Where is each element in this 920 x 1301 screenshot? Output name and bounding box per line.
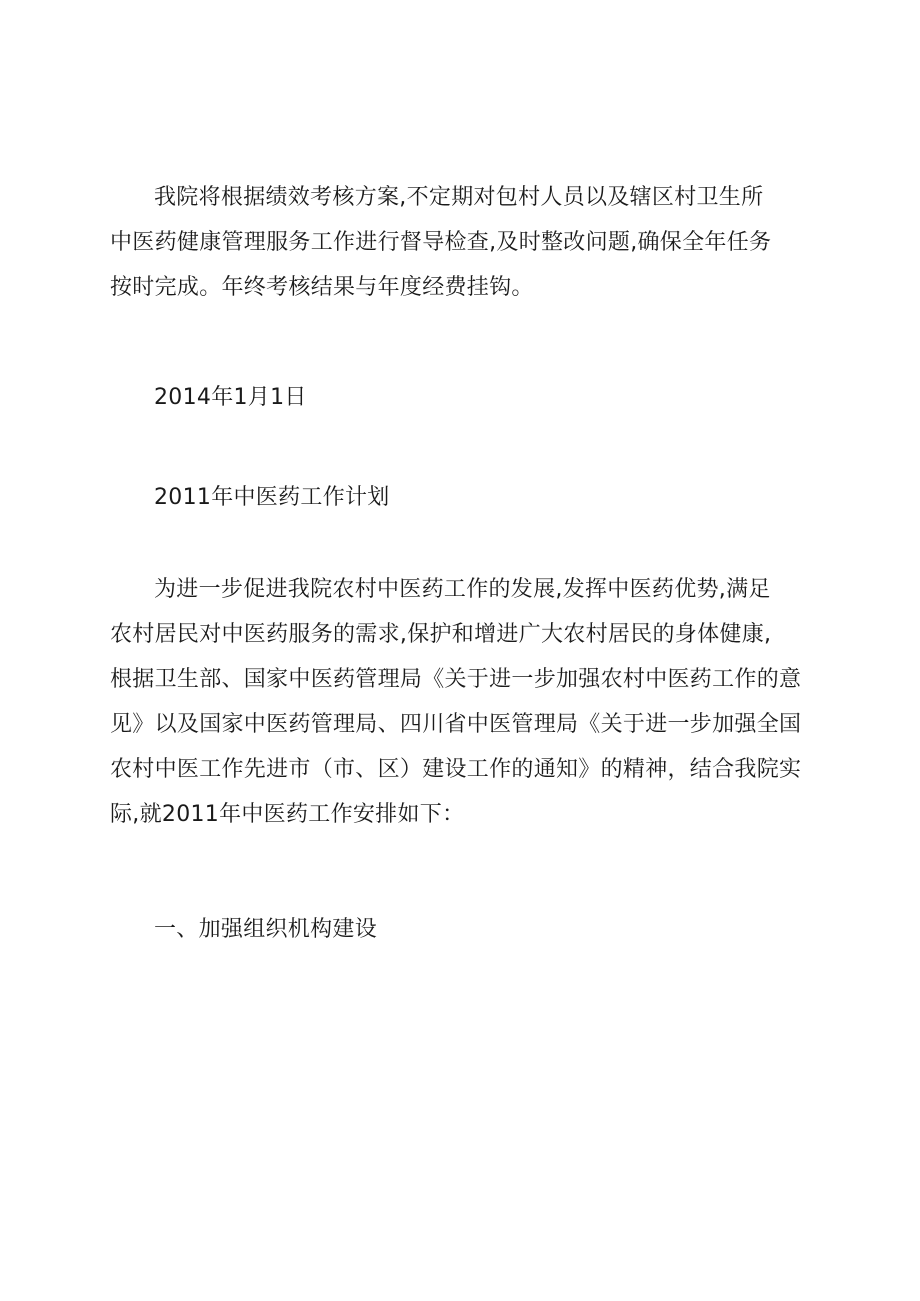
- paragraph-line: 中医药健康管理服务工作进行督导检查,及时整改问题,确保全年任务: [110, 230, 772, 255]
- paragraph-line: 际,就2011年中医药工作安排如下：: [110, 802, 465, 827]
- paragraph-line: 农村居民对中医药服务的需求,保护和增进广大农村居民的身体健康,: [110, 622, 772, 647]
- paragraph-assessment: [110, 175, 830, 310]
- section-heading-text: 一、加强组织机构建设: [154, 917, 378, 942]
- plan-title: [110, 475, 830, 520]
- section-heading: [110, 907, 830, 952]
- paragraph-line: 见》以及国家中医药管理局、四川省中医管理局《关于进一步加强全国: [110, 712, 802, 737]
- paragraph-line: 农村中医工作先进市（市、区）建设工作的通知》的精神，结合我院实: [110, 757, 802, 782]
- document-date: [110, 375, 830, 420]
- date-text: 2014年1月1日: [154, 385, 307, 410]
- paragraph-line: 根据卫生部、国家中医药管理局《关于进一步加强农村中医药工作的意: [110, 667, 802, 692]
- paragraph-line: 我院将根据绩效考核方案,不定期对包村人员以及辖区村卫生所: [154, 185, 764, 210]
- paragraph-line: 按时完成。年终考核结果与年度经费挂钩。: [110, 275, 534, 300]
- plan-title-text: 2011年中医药工作计划: [154, 485, 390, 510]
- paragraph-introduction: [110, 567, 830, 837]
- paragraph-line: 为进一步促进我院农村中医药工作的发展,发挥中医药优势,满足: [154, 577, 771, 602]
